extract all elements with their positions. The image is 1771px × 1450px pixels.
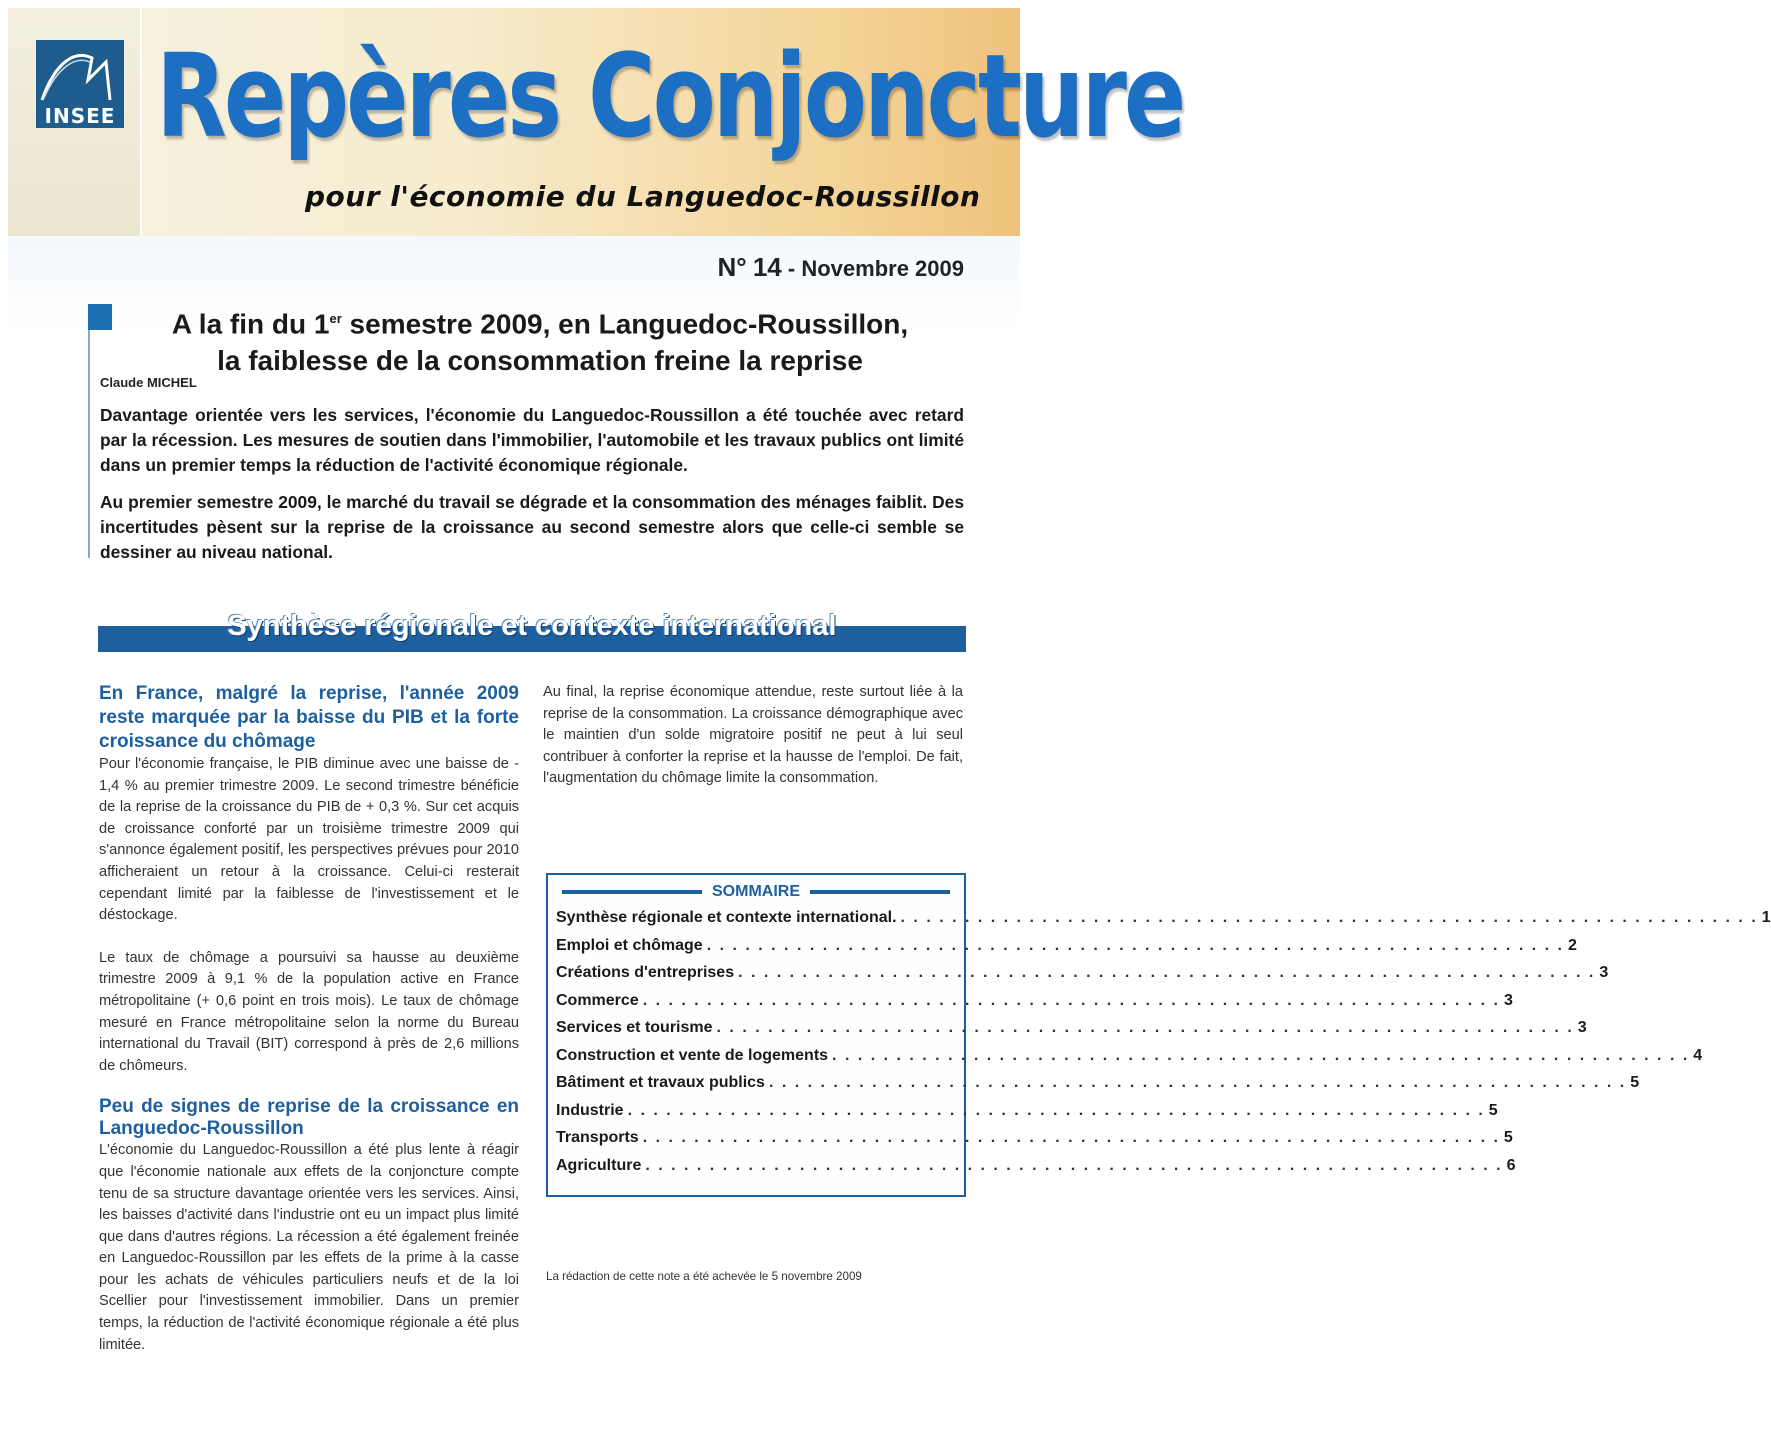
toc-item-page: 1	[1761, 909, 1771, 926]
toc-item-leader	[645, 1157, 1502, 1175]
right-column	[543, 682, 963, 790]
toc-item[interactable]	[556, 1129, 1513, 1157]
title-part-a: A la fin du 1	[171, 308, 330, 340]
toc-header	[562, 881, 950, 903]
toc-item-page: 2	[1567, 936, 1577, 954]
toc-item[interactable]	[556, 1019, 1587, 1047]
toc-item-page: 4	[1693, 1046, 1703, 1064]
publication-title: Repères Conjoncture	[156, 29, 1184, 164]
table-of-contents	[546, 873, 1771, 1197]
article-title	[100, 300, 980, 379]
issue-number: 14	[752, 252, 782, 282]
left-heading-2: Peu de signes de reprise de la croissance en Languedoc-Roussillon	[99, 1096, 519, 1140]
toc-item-page: 3	[1599, 964, 1609, 981]
left-spacer	[99, 927, 519, 948]
left-heading-1: En France, malgré la reprise, l'année 2009 reste marquée par la baisse du PIB et la forte croissance du chômage	[99, 683, 519, 752]
toc-item-page: 3	[1577, 1019, 1587, 1036]
toc-item-label: Synthèse régionale et contexte international.	[556, 909, 897, 926]
toc-label: SOMMAIRE	[712, 883, 800, 900]
toc-item[interactable]	[556, 1101, 1498, 1130]
issue-separator: -	[787, 256, 796, 281]
intro-paragraph-1: Davantage orientée vers les services, l'économie du Languedoc-Roussillon a été touchée avec retard par la récession. Les mesures de soutien dans l'immobilier, l'automobile et les travaux publics ont limité dans un premier temps la réduction de l'activité économique régionale.	[100, 405, 964, 475]
logo-text: INSEE	[44, 104, 116, 128]
toc-item[interactable]	[556, 1074, 1640, 1102]
article-intro	[100, 403, 964, 577]
toc-item-label: Emploi et chômage	[556, 936, 703, 954]
right-paragraph-1: Au final, la reprise économique attendue, reste surtout liée à la reprise de la consommation. La croissance démographique avec le maintien d'un solde migratoire positif ne peut à lui seul contribuer à conforter la reprise et la hausse de l'emploi. De fait, l'augmentation du chômage limite la consommation.	[543, 684, 963, 787]
toc-item-label: Transports	[556, 1129, 639, 1146]
title-superscript: er	[329, 311, 342, 326]
intro-paragraph-2: Au premier semestre 2009, le marché du travail se dégrade et la consommation des ménages faiblit. Des incertitudes pèsent sur la reprise de la croissance au second semestre alors que celle-ci semble se dessiner au niveau national.	[100, 492, 964, 562]
toc-item-label: Commerce	[556, 991, 639, 1009]
issue-prefix: N°	[717, 252, 747, 282]
toc-item-leader	[628, 1102, 1485, 1120]
title-part-b: semestre 2009, en Languedoc-Roussillon,	[341, 308, 909, 340]
toc-item-label: Industrie	[556, 1101, 624, 1119]
toc-item-leader	[707, 937, 1564, 955]
toc-item[interactable]	[556, 1156, 1516, 1185]
toc-list	[556, 909, 1771, 1184]
toc-item-leader	[643, 992, 1500, 1010]
toc-item-leader	[717, 1019, 1574, 1037]
toc-rule-left	[562, 890, 702, 894]
publication-subtitle: pour l'économie du Languedoc-Roussillon	[305, 180, 981, 213]
toc-item[interactable]	[556, 991, 1513, 1020]
toc-item-label: Bâtiment et travaux publics	[556, 1074, 765, 1091]
toc-item-label: Services et tourisme	[556, 1019, 713, 1036]
left-paragraph-2: Le taux de chômage a poursuivi sa hausse au deuxième trimestre 2009 à 9,1 % de la population active en France métropolitaine (+ 0,6 point en trois mois). Le taux de chômage mesuré en France métropolitaine selon la norme du Bureau international du Travail (BIT) correspond à près de 2,6 millions de chômeurs.	[99, 949, 519, 1074]
left-paragraph-1: Pour l'économie française, le PIB diminue avec une baisse de - 1,4 % au premier trimestre 2009. Le second trimestre bénéficie de la reprise de la croissance du PIB de + 0,3 %. Sur cet acquis de croissance conforté par un troisième trimestre 2009 qui s'annonce également positif, les perspectives prévues pour 2010 afficheraient un retour à la croissance. Celui-ci resterait cependant limité par la faiblesse de l'investissement et le déstockage.	[99, 756, 519, 924]
toc-item-page: 6	[1506, 1156, 1516, 1174]
title-accent-line	[88, 330, 90, 558]
toc-rule-right	[810, 890, 950, 894]
toc-item-label: Construction et vente de logements	[556, 1046, 829, 1064]
toc-item-leader	[738, 964, 1595, 982]
toc-item-label: Agriculture	[556, 1156, 642, 1174]
left-column	[99, 682, 519, 1356]
toc-item-page: 5	[1503, 1129, 1513, 1146]
issue-date: Novembre 2009	[801, 256, 964, 281]
toc-item-page: 3	[1503, 991, 1513, 1009]
toc-item-leader	[901, 909, 1758, 927]
article-author: Claude MICHEL	[100, 375, 197, 390]
redaction-note: La rédaction de cette note a été achevée le 5 novembre 2009	[546, 1270, 862, 1283]
section-title: Synthèse régionale et contexte international	[227, 610, 837, 642]
toc-item[interactable]	[556, 936, 1577, 965]
title-line-2: la faiblesse de la consommation freine la reprise	[217, 345, 863, 377]
toc-item[interactable]	[556, 909, 1771, 937]
toc-item-leader	[832, 1047, 1689, 1065]
toc-item-page: 5	[1488, 1101, 1498, 1119]
toc-item-page: 5	[1630, 1074, 1640, 1091]
left-paragraph-3: L'économie du Languedoc-Roussillon a été plus lente à réagir que l'économie nationale aux effets de la conjoncture compte tenu de sa structure davantage orientée vers les services. Ainsi, les baisses d'activité dans l'industrie ont eu un impact plus limité que dans d'autres régions. La récession a été également freinée en Languedoc-Roussillon par les effets de la prime à la casse pour les achats de véhicules particuliers neufs et de la loi Scellier pour l'investissement immobilier. Dans un premier temps, la réduction de l'activité économique régionale a été plus limitée.	[99, 1142, 519, 1353]
issue-info	[718, 252, 964, 283]
toc-item-leader	[769, 1074, 1626, 1092]
toc-item-label: Créations d'entreprises	[556, 964, 735, 981]
toc-item-leader	[643, 1129, 1500, 1147]
toc-item[interactable]	[556, 1046, 1703, 1075]
toc-item[interactable]	[556, 964, 1609, 992]
